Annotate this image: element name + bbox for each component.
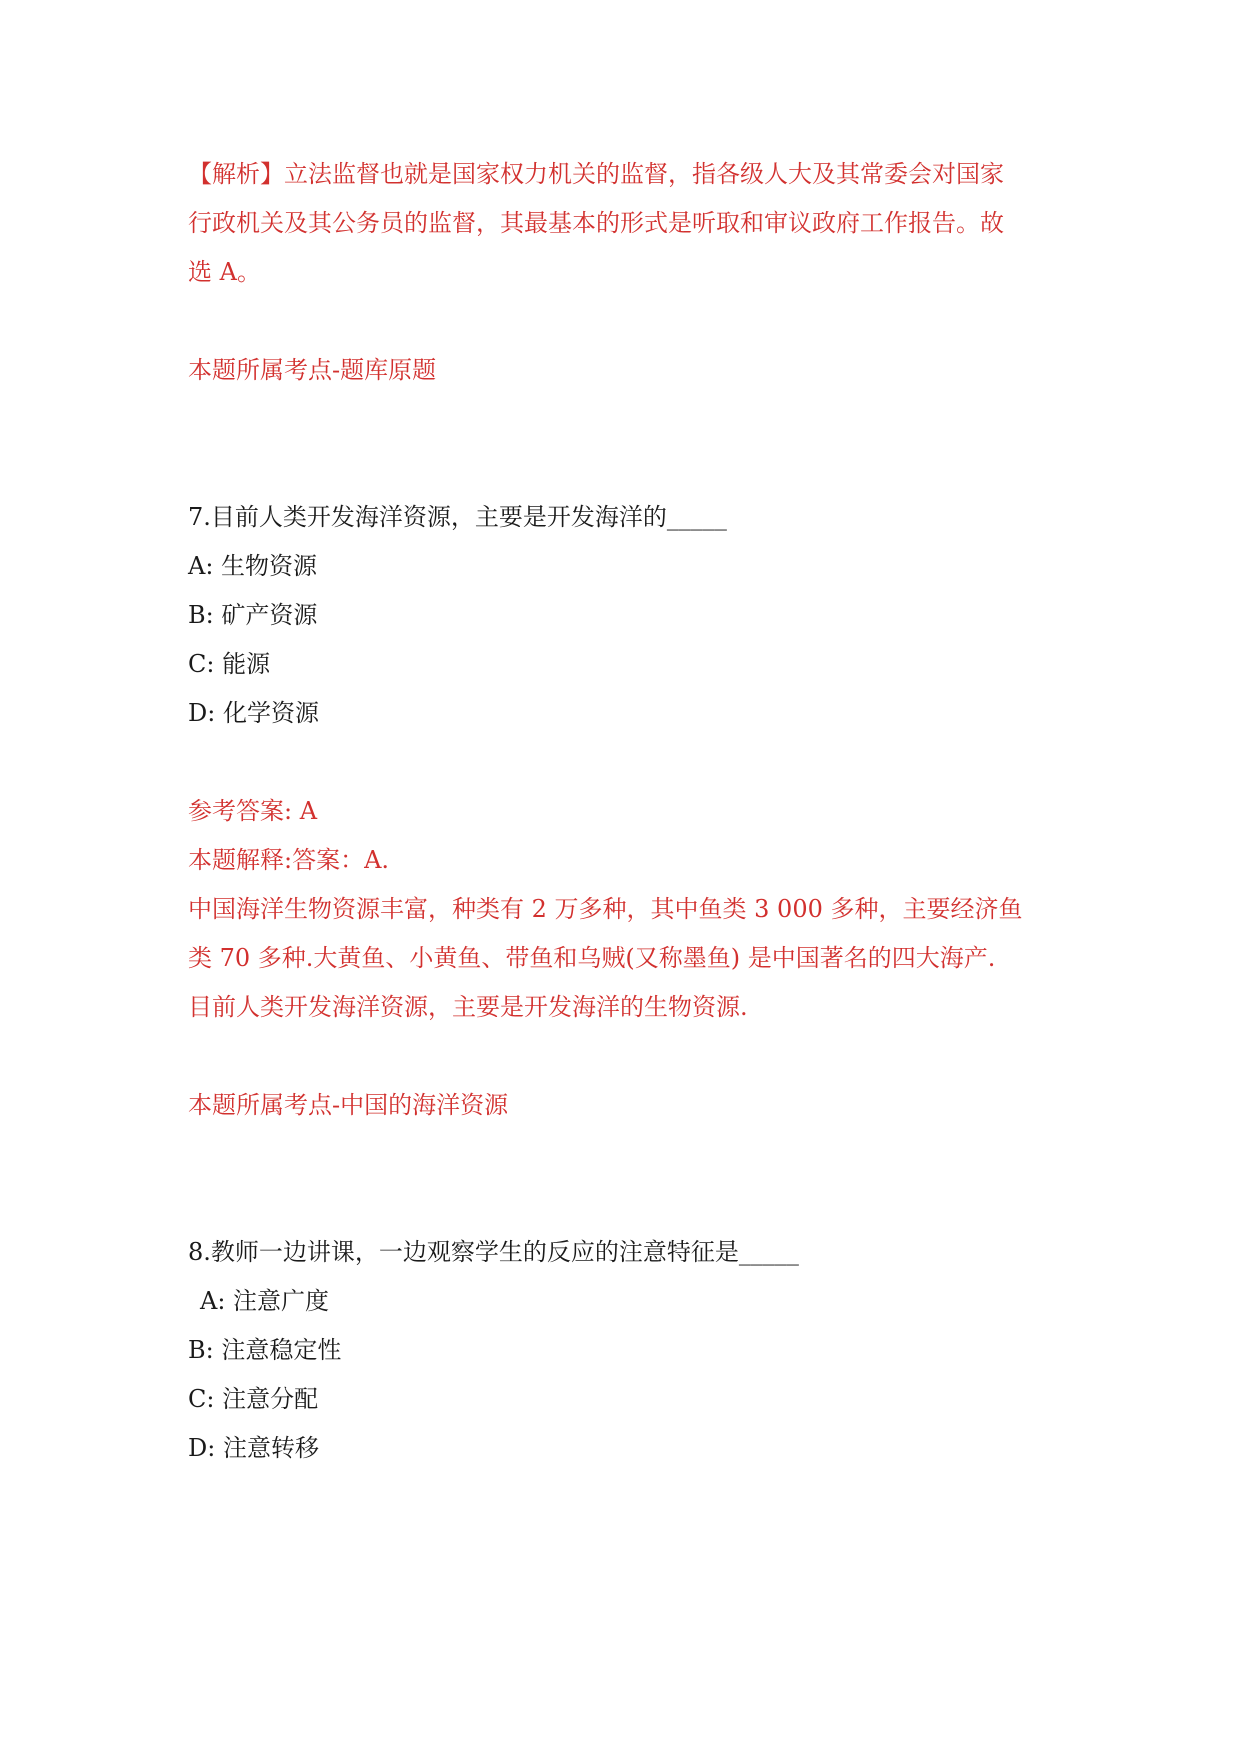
option-a: A: 生物资源 <box>188 552 318 580</box>
explanation-line: 中国海洋生物资源丰富，种类有 2 万多种，其中鱼类 3 000 多种，主要经济鱼 <box>188 895 1023 923</box>
question-text: 7.目前人类开发海洋资源，主要是开发海洋的_____ <box>188 503 727 531</box>
previous-analysis <box>188 150 1048 395</box>
topic-label: 本题所属考点-中国的海洋资源 <box>188 1091 509 1119</box>
analysis-line: 【解析】立法监督也就是国家权力机关的监督，指各级人大及其常委会对国家 <box>188 160 1004 188</box>
analysis-line: 行政机关及其公务员的监督，其最基本的形式是听取和审议政府工作报告。故 <box>188 209 1004 237</box>
option-d: D: 注意转移 <box>188 1434 319 1462</box>
option-c: C: 注意分配 <box>188 1385 319 1413</box>
option-d: D: 化学资源 <box>188 699 319 727</box>
question-7 <box>188 493 1048 1130</box>
question-text: 8.教师一边讲课，一边观察学生的反应的注意特征是_____ <box>188 1238 799 1266</box>
analysis-line: 选 A。 <box>188 258 261 286</box>
explanation-line: 类 70 多种.大黄鱼、小黄鱼、带鱼和乌贼(又称墨鱼) 是中国著名的四大海产. <box>188 944 996 972</box>
document-page <box>188 150 1048 1473</box>
option-b: B: 注意稳定性 <box>188 1336 342 1364</box>
question-8 <box>188 1228 1048 1473</box>
option-c: C: 能源 <box>188 650 271 678</box>
option-a: A: 注意广度 <box>200 1287 330 1315</box>
explanation-line: 本题解释:答案：A. <box>188 846 390 874</box>
option-b: B: 矿产资源 <box>188 601 318 629</box>
reference-answer: 参考答案: A <box>188 797 318 825</box>
explanation-line: 目前人类开发海洋资源，主要是开发海洋的生物资源. <box>188 993 748 1021</box>
topic-label: 本题所属考点-题库原题 <box>188 356 437 384</box>
